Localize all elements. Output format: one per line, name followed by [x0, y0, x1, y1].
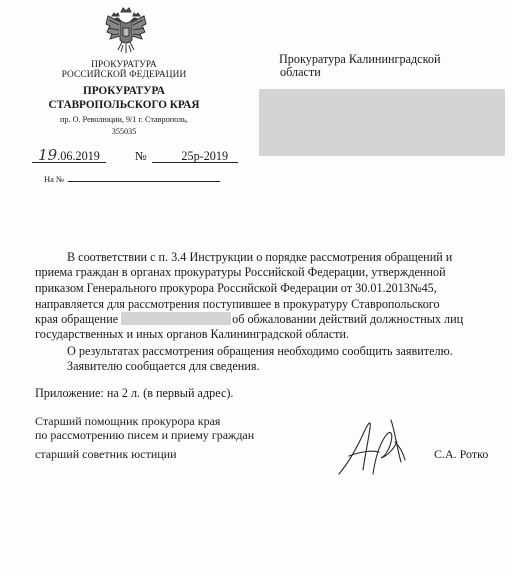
number-field	[152, 150, 238, 163]
body-p3: Заявителю сообщается для сведения.	[67, 359, 260, 373]
org-line-2: РОССИЙСКОЙ ФЕДЕРАЦИИ	[61, 70, 187, 80]
addressee-line-1: Прокуратура Калининградской	[279, 52, 441, 66]
signer-rank: старший советник юстиции	[35, 447, 177, 461]
signer-title-line-2: по рассмотрению писем и приему граждан	[35, 428, 255, 442]
redacted-name	[121, 312, 231, 325]
attachment-line: Приложение: на 2 л. (в первый адрес).	[35, 386, 234, 400]
body-p1-line-5-end: об обжаловании действий должностных лиц	[232, 312, 464, 326]
body-p1-line-6: государственных и иных органов Калининградской области.	[35, 327, 350, 341]
registration-line	[32, 146, 238, 164]
date-rest: .06.2019	[57, 149, 100, 163]
redacted-address-block	[259, 89, 505, 156]
org-line-1: ПРОКУРАТУРА	[91, 60, 157, 70]
doc-number: 25р-2019	[181, 149, 229, 163]
addressee	[279, 53, 509, 79]
office-name-line-2: СТАВРОПОЛЬСКОГО КРАЯ	[48, 99, 200, 111]
body-p1-line-4: направляется для рассмотрения поступившее в прокуратуру Ставропольского	[35, 297, 440, 311]
body-p1-line-2: приема граждан в органах прокуратуры Российской Федерации, утвержденной	[35, 265, 446, 279]
office-name-line-1: ПРОКУРАТУРА	[83, 85, 165, 97]
addressee-line-2: области	[280, 65, 321, 79]
coat-of-arms-emblem-icon	[104, 6, 148, 56]
handwritten-signature-icon	[335, 412, 410, 482]
date-field	[32, 146, 106, 164]
signer-title-line-1: Старший помощник прокурора края	[35, 414, 221, 428]
body-p1-line-5	[35, 312, 463, 327]
reply-label: На №	[44, 174, 65, 184]
number-sign: №	[135, 149, 147, 163]
address-line-1: пр. О. Революции, 9/1 г. Ставрополь,	[60, 115, 188, 124]
body-p1-line-5-start: края обращение	[35, 312, 119, 326]
body-p2: О результатах рассмотрения обращения необходимо сообщить заявителю.	[67, 344, 453, 358]
handwritten-day: 19	[38, 146, 58, 164]
signer-name: С.А. Ротко	[434, 447, 489, 461]
reply-to-line	[44, 174, 220, 184]
address-line-2: 355035	[111, 127, 137, 136]
body-p1-line-3: приказом Генерального прокурора Российской Федерации от 30.01.2013№45,	[35, 281, 437, 295]
reply-field	[68, 181, 220, 182]
body-p1-line-1: В соответствии с п. 3.4 Инструкции о порядке рассмотрения обращений и	[67, 250, 453, 264]
